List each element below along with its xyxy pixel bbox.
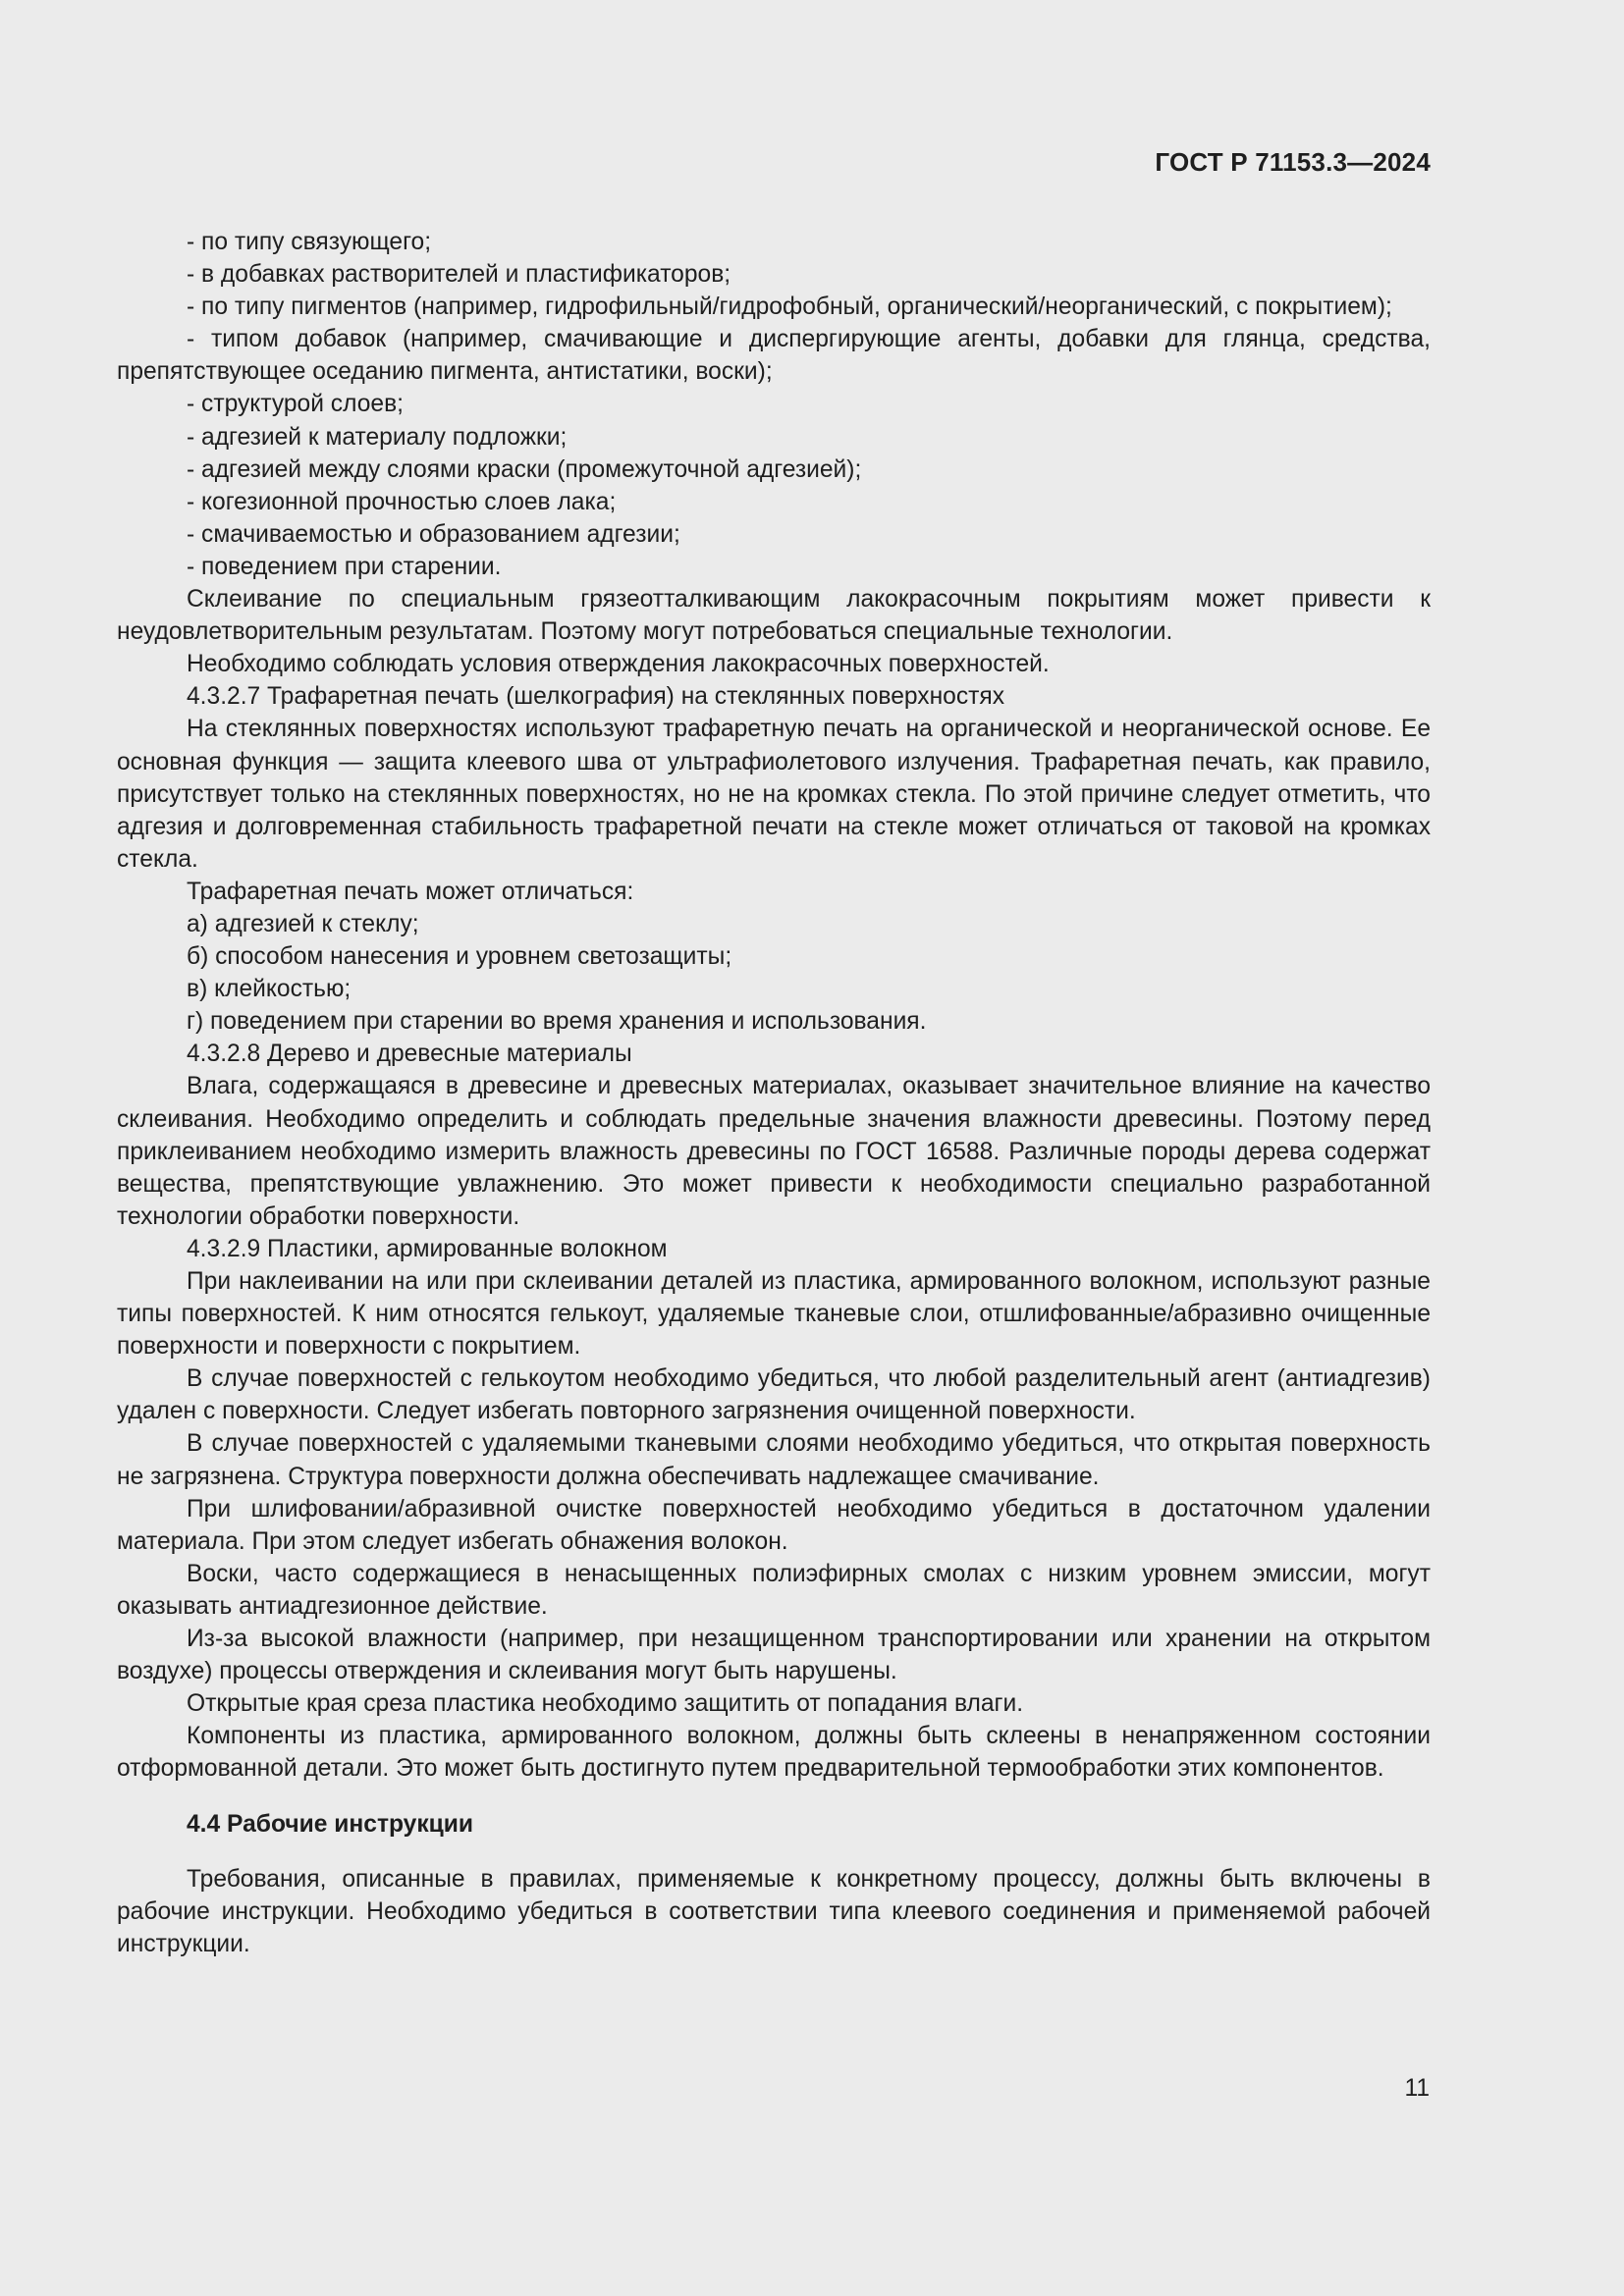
paragraph: Компоненты из пластика, армированного волокном, должны быть склеены в ненапряженном состоянии отформованной детали. Это может быть достигнуто путем предварительной термообработки этих компонентов. (117, 1723, 1431, 1783)
list-item: б) способом нанесения и уровнем светозащиты; (187, 943, 732, 971)
list-item: - по типу пигментов (например, гидрофильный/гидрофобный, органический/неорганический, с покрытием); (187, 294, 1392, 321)
document-body (117, 226, 1431, 1960)
subsection-title: 4.3.2.8 Дерево и древесные материалы (187, 1041, 632, 1068)
paragraph: Из-за высокой влажности (например, при незащищенном транспортировании или хранении на открытом воздухе) процессы отверждения и склеивания могут быть нарушены. (117, 1626, 1431, 1685)
list-item: - по типу связующего; (187, 229, 432, 255)
paragraph: При наклеивании на или при склеивании деталей из пластика, армированного волокном, используют разные типы поверхностей. К ним относятся гелькоут, удаляемые тканевые слои, отшлифованные/абразивно очищенные поверхности и поверхности с покрытием. (117, 1268, 1431, 1361)
paragraph: Воски, часто содержащиеся в ненасыщенных полиэфирных смолах с низким уровнем эмиссии, могут оказывать антиадгезионное действие. (117, 1560, 1431, 1620)
list-item: г) поведением при старении во время хранения и использования. (187, 1008, 927, 1036)
list-item: - когезионной прочностью слоев лака; (187, 488, 617, 515)
list-item: в) клейкостью; (187, 976, 352, 1003)
paragraph: Трафаретная печать может отличаться: (187, 878, 634, 905)
list-item: - адгезией между слоями краски (промежуточной адгезией); (187, 455, 862, 483)
list-item: а) адгезией к стеклу; (187, 910, 419, 937)
subsection-title: 4.3.2.7 Трафаретная печать (шелкография) на стеклянных поверхностях (187, 683, 1005, 711)
document-code: ГОСТ Р 71153.3—2024 (1155, 147, 1431, 177)
page-number: 11 (1404, 2075, 1430, 2102)
paragraph: Влага, содержащаяся в древесине и древесных материалах, оказывает значительное влияние на качество склеивания. Необходимо определить и соблюдать предельные значения влажности древесины. Поэтому перед приклеиванием необходимо измерить влажность древесины по ГОСТ 16588. Различные породы дерева содержат вещества, препятствующие увлажнению. Это может привести к необходимости специально разработанной технологии обработки поверхности. (117, 1073, 1431, 1230)
paragraph: Склеивание по специальным грязеотталкивающим лакокрасочным покрытиям может привести к неудовлетворительным результатам. Поэтому могут потребоваться специальные технологии. (117, 586, 1431, 646)
subsection-title: 4.3.2.9 Пластики, армированные волокном (187, 1235, 668, 1262)
paragraph: Требования, описанные в правилах, применяемые к конкретному процессу, должны быть включены в рабочие инструкции. Необходимо убедиться в соответствии типа клеевого соединения и применяемой рабочей инструкции. (117, 1865, 1431, 1957)
list-item: - поведением при старении. (187, 553, 502, 580)
list-item: - адгезией к материалу подложки; (187, 423, 568, 451)
paragraph: При шлифовании/абразивной очистке поверхностей необходимо убедиться в достаточном удалении материала. При этом следует избегать обнажения волокон. (117, 1495, 1431, 1555)
paragraph: Необходимо соблюдать условия отверждения лакокрасочных поверхностей. (187, 651, 1050, 678)
section-heading: 4.4 Рабочие инструкции (187, 1810, 474, 1838)
list-item: - типом добавок (например, смачивающие и диспергирующие агенты, добавки для глянца, средства, препятствующее оседанию пигмента, антистатики, воски); (117, 326, 1431, 386)
paragraph: На стеклянных поверхностях используют трафаретную печать на органической и неорганической основе. Ее основная функция — защита клеевого шва от ультрафиолетового излучения. Трафаретная печать, как правило, присутствует только на стеклянных поверхностях, но не на кромках стекла. По этой причине следует отметить, что адгезия и долговременная стабильность трафаретной печати на стекле может отличаться от таковой на кромках стекла. (117, 716, 1431, 873)
paragraph: В случае поверхностей с удаляемыми тканевыми слоями необходимо убедиться, что открытая поверхность не загрязнена. Структура поверхности должна обеспечивать надлежащее смачивание. (117, 1430, 1431, 1490)
list-item: - в добавках растворителей и пластификаторов; (187, 261, 731, 289)
paragraph: Открытые края среза пластика необходимо защитить от попадания влаги. (187, 1690, 1024, 1718)
paragraph: В случае поверхностей с гелькоутом необходимо убедиться, что любой разделительный агент (антиадгезив) удален с поверхности. Следует избегать повторного загрязнения очищенной поверхности. (117, 1365, 1431, 1425)
list-item: - смачиваемостью и образованием адгезии; (187, 520, 680, 548)
list-item: - структурой слоев; (187, 391, 404, 418)
